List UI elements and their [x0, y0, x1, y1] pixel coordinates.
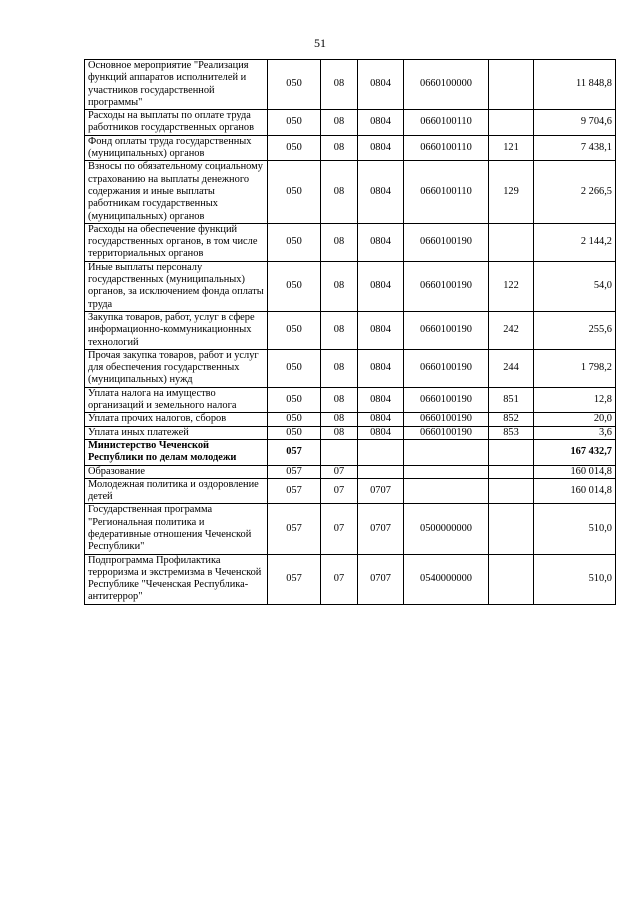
amount: 20,0: [534, 413, 616, 426]
ministry-code: 050: [268, 135, 321, 161]
amount: 3,6: [534, 426, 616, 439]
target-article-code: 0660100190: [404, 261, 489, 311]
expense-type-code: [489, 110, 534, 136]
table-row: [85, 504, 616, 554]
amount: 1 798,2: [534, 349, 616, 387]
subsection-code: 0707: [358, 504, 404, 554]
subsection-code: 0804: [358, 426, 404, 439]
section-code: 08: [321, 311, 358, 349]
target-article-code: 0540000000: [404, 554, 489, 604]
ministry-code: 050: [268, 426, 321, 439]
section-code: 08: [321, 349, 358, 387]
expense-type-code: 244: [489, 349, 534, 387]
amount: 255,6: [534, 311, 616, 349]
table-row: [85, 413, 616, 426]
expense-type-code: [489, 554, 534, 604]
ministry-code: 057: [268, 439, 321, 465]
page-number: 51: [314, 36, 326, 50]
amount: 510,0: [534, 554, 616, 604]
target-article-code: 0660100110: [404, 135, 489, 161]
subsection-code: 0804: [358, 135, 404, 161]
amount: 167 432,7: [534, 439, 616, 465]
row-name: Закупка товаров, работ, услуг в сфере информационно-коммуникационных технологий: [85, 311, 268, 349]
ministry-code: 057: [268, 478, 321, 504]
section-code: 08: [321, 223, 358, 261]
amount: 54,0: [534, 261, 616, 311]
row-name: Государственная программа "Региональная политика и федеративные отношения Чеченской Республики": [85, 504, 268, 554]
target-article-code: 0660100190: [404, 413, 489, 426]
table-row: [85, 387, 616, 413]
ministry-code: 057: [268, 554, 321, 604]
section-code: 08: [321, 110, 358, 136]
expense-type-code: 129: [489, 161, 534, 223]
row-name: Министерство Чеченской Республики по делам молодежи: [85, 439, 268, 465]
row-name: Уплата налога на имущество организаций и земельного налога: [85, 387, 268, 413]
subsection-code: 0804: [358, 223, 404, 261]
subsection-code: 0804: [358, 161, 404, 223]
amount: 7 438,1: [534, 135, 616, 161]
row-name: Молодежная политика и оздоровление детей: [85, 478, 268, 504]
target-article-code: 0660100190: [404, 426, 489, 439]
amount: 12,8: [534, 387, 616, 413]
table-row: [85, 426, 616, 439]
table-row: [85, 161, 616, 223]
subsection-code: 0804: [358, 349, 404, 387]
ministry-code: 050: [268, 413, 321, 426]
ministry-code: 050: [268, 387, 321, 413]
target-article-code: 0660100190: [404, 349, 489, 387]
ministry-code: 057: [268, 465, 321, 478]
target-article-code: [404, 439, 489, 465]
amount: 160 014,8: [534, 465, 616, 478]
budget-table: [84, 59, 616, 605]
expense-type-code: 851: [489, 387, 534, 413]
table-row: [85, 311, 616, 349]
row-name: Расходы на обеспечение функций государственных органов, в том числе территориальных органов: [85, 223, 268, 261]
ministry-code: 057: [268, 504, 321, 554]
target-article-code: 0660100000: [404, 60, 489, 110]
subsection-code: [358, 465, 404, 478]
row-name: Основное мероприятие "Реализация функций аппаратов исполнителей и участников государственной программы": [85, 60, 268, 110]
subsection-code: 0707: [358, 478, 404, 504]
row-name: Прочая закупка товаров, работ и услуг для обеспечения государственных (муниципальных) нужд: [85, 349, 268, 387]
expense-type-code: 852: [489, 413, 534, 426]
amount: 160 014,8: [534, 478, 616, 504]
subsection-code: 0804: [358, 413, 404, 426]
section-code: 08: [321, 261, 358, 311]
table-row: [85, 261, 616, 311]
subsection-code: 0804: [358, 387, 404, 413]
target-article-code: [404, 478, 489, 504]
expense-type-code: [489, 478, 534, 504]
section-code: [321, 439, 358, 465]
section-code: 08: [321, 413, 358, 426]
ministry-code: 050: [268, 261, 321, 311]
section-code: 07: [321, 478, 358, 504]
ministry-code: 050: [268, 223, 321, 261]
expense-type-code: 242: [489, 311, 534, 349]
target-article-code: 0660100190: [404, 387, 489, 413]
expense-type-code: 853: [489, 426, 534, 439]
ministry-code: 050: [268, 60, 321, 110]
table-row: [85, 110, 616, 136]
expense-type-code: [489, 223, 534, 261]
subsection-code: 0804: [358, 110, 404, 136]
section-code: 07: [321, 465, 358, 478]
section-code: 08: [321, 426, 358, 439]
target-article-code: 0660100110: [404, 161, 489, 223]
expense-type-code: [489, 504, 534, 554]
target-article-code: 0660100190: [404, 223, 489, 261]
row-name: Подпрограмма Профилактика терроризма и экстремизма в Чеченской Республике "Чеченская Республика-антитеррор": [85, 554, 268, 604]
subsection-code: 0804: [358, 60, 404, 110]
target-article-code: [404, 465, 489, 478]
table-row: [85, 554, 616, 604]
amount: 9 704,6: [534, 110, 616, 136]
subsection-code: 0707: [358, 554, 404, 604]
table-row: [85, 223, 616, 261]
expense-type-code: [489, 465, 534, 478]
amount: 2 144,2: [534, 223, 616, 261]
row-name: Расходы на выплаты по оплате труда работников государственных органов: [85, 110, 268, 136]
section-code: 08: [321, 135, 358, 161]
expense-type-code: 121: [489, 135, 534, 161]
expense-type-code: 122: [489, 261, 534, 311]
section-code: 07: [321, 554, 358, 604]
table-row: [85, 465, 616, 478]
row-name: Уплата прочих налогов, сборов: [85, 413, 268, 426]
section-code: 08: [321, 387, 358, 413]
target-article-code: 0660100110: [404, 110, 489, 136]
section-code: 07: [321, 504, 358, 554]
subsection-code: [358, 439, 404, 465]
table-row: [85, 439, 616, 465]
row-name: Взносы по обязательному социальному страхованию на выплаты денежного содержания и иные выплаты работникам государственных (муниципальных) органов: [85, 161, 268, 223]
row-name: Уплата иных платежей: [85, 426, 268, 439]
ministry-code: 050: [268, 110, 321, 136]
ministry-code: 050: [268, 349, 321, 387]
row-name: Иные выплаты персоналу государственных (муниципальных) органов, за исключением фонда оплаты труда: [85, 261, 268, 311]
expense-type-code: [489, 60, 534, 110]
target-article-code: 0500000000: [404, 504, 489, 554]
subsection-code: 0804: [358, 311, 404, 349]
amount: 11 848,8: [534, 60, 616, 110]
target-article-code: 0660100190: [404, 311, 489, 349]
expense-type-code: [489, 439, 534, 465]
subsection-code: 0804: [358, 261, 404, 311]
amount: 510,0: [534, 504, 616, 554]
row-name: Фонд оплаты труда государственных (муниципальных) органов: [85, 135, 268, 161]
section-code: 08: [321, 60, 358, 110]
table-row: [85, 478, 616, 504]
ministry-code: 050: [268, 311, 321, 349]
table-row: [85, 60, 616, 110]
row-name: Образование: [85, 465, 268, 478]
table-row: [85, 349, 616, 387]
amount: 2 266,5: [534, 161, 616, 223]
section-code: 08: [321, 161, 358, 223]
table-row: [85, 135, 616, 161]
ministry-code: 050: [268, 161, 321, 223]
